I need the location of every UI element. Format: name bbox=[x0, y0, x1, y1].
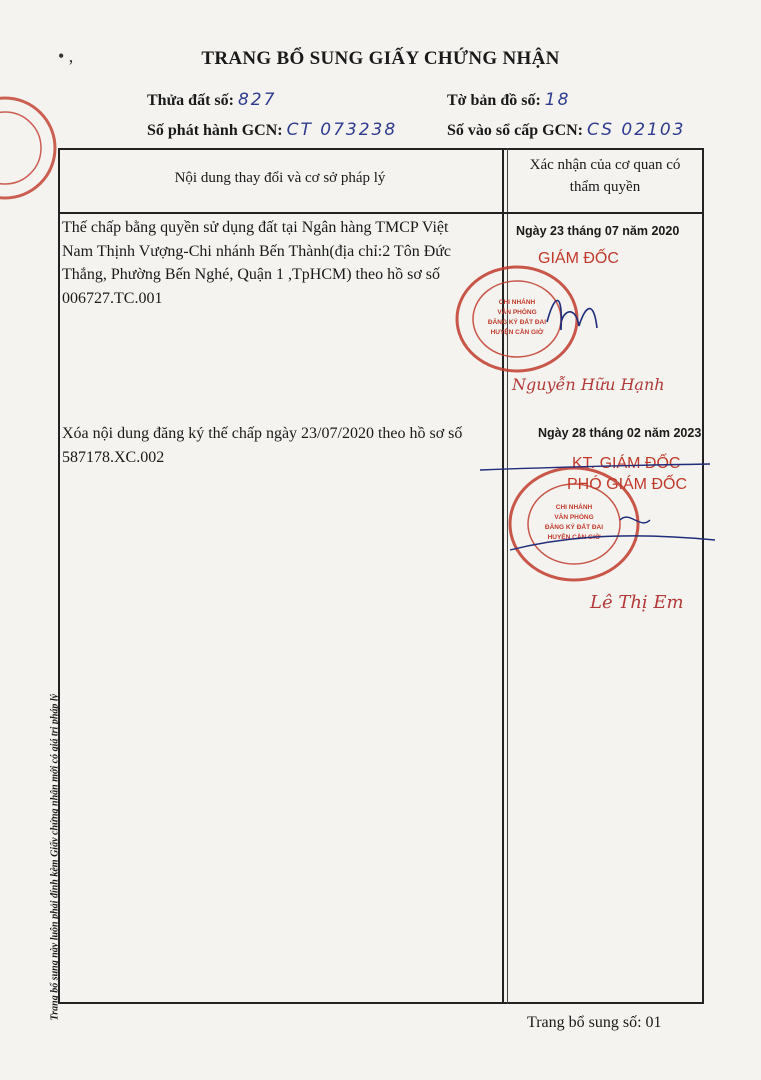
to-ban-do-field bbox=[447, 90, 570, 110]
thua-dat-field bbox=[147, 90, 276, 110]
header-content: Nội dung thay đổi và cơ sở pháp lý bbox=[174, 170, 386, 186]
entry-1-content: Thế chấp bằng quyền sử dụng đất tại Ngân hàng TMCP Việt Nam Thịnh Vượng-Chi nhánh Bến Thành(địa chỉ:2 Tôn Đức Thắng, Phường Bến Nghé, Quận 1 ,TpHCM) theo hồ sơ số 006727.TC.001 bbox=[62, 219, 452, 307]
stamp-1-text-2: VĂN PHÒNG bbox=[497, 309, 537, 316]
entry-1-title: GIÁM ĐỐC bbox=[538, 250, 619, 267]
signature-2 bbox=[470, 450, 730, 560]
to-ban-do-value: 18 bbox=[544, 90, 571, 110]
side-note: Trang bổ sung này luôn phải đính kèm Giấy chứng nhận mới có giá trị pháp lý bbox=[49, 693, 61, 1021]
entry-1-date: Ngày 23 tháng 07 năm 2020 bbox=[516, 224, 680, 238]
so-vao-so-label: Số vào sổ cấp GCN: bbox=[447, 122, 584, 139]
scribble-mark: • , bbox=[58, 46, 74, 66]
stamp-1-text-4: HUYỆN CẦN GIỜ bbox=[490, 329, 544, 336]
entry-2-date: Ngày 28 tháng 02 năm 2023 bbox=[538, 426, 702, 440]
entry-2-title-1: KT. GIÁM ĐỐC bbox=[572, 455, 681, 472]
so-vao-so-field bbox=[447, 120, 685, 140]
stamp-2-text-3: ĐĂNG KÝ ĐẤT ĐAI bbox=[544, 524, 604, 531]
page-title: TRANG BỔ SUNG GIẤY CHỨNG NHẬN bbox=[201, 48, 560, 69]
stamp-1-text-3: ĐĂNG KÝ ĐẤT ĐAI bbox=[487, 319, 547, 326]
header-authority bbox=[506, 154, 704, 198]
so-phat-hanh-label: Số phát hành GCN: bbox=[147, 122, 283, 139]
stamp-2-text-1: CHI NHÁNH bbox=[555, 504, 593, 511]
stamp-2-text-4: HUYỆN CẦN GIỜ bbox=[547, 534, 601, 541]
so-phat-hanh-value: CT 073238 bbox=[286, 120, 398, 140]
stamp-2-text-2: VĂN PHÒNG bbox=[554, 514, 594, 521]
table-header-line bbox=[58, 212, 704, 214]
so-phat-hanh-field bbox=[147, 120, 397, 140]
entry-2-title-2: PHÓ GIÁM ĐỐC bbox=[567, 476, 688, 493]
to-ban-do-label: Tờ bản đồ số: bbox=[447, 92, 541, 109]
thua-dat-label: Thửa đất số: bbox=[147, 92, 234, 109]
entry-1-signer: Nguyễn Hữu Hạnh bbox=[512, 375, 665, 394]
header-authority-line1: Xác nhận của cơ quan có bbox=[529, 157, 681, 173]
thua-dat-value: 827 bbox=[237, 90, 277, 110]
signature-1 bbox=[535, 282, 615, 342]
stamp-1-text-1: CHI NHÁNH bbox=[498, 299, 536, 306]
header-authority-line2: thẩm quyền bbox=[569, 179, 641, 195]
entry-2-content: Xóa nội dung đăng ký thế chấp ngày 23/07/2020 theo hồ sơ số 587178.XC.002 bbox=[62, 425, 463, 466]
entry-2-signer: Lê Thị Em bbox=[590, 592, 684, 613]
so-vao-so-value: CS 02103 bbox=[587, 120, 686, 140]
page-footer: Trang bổ sung số: 01 bbox=[527, 1014, 662, 1031]
